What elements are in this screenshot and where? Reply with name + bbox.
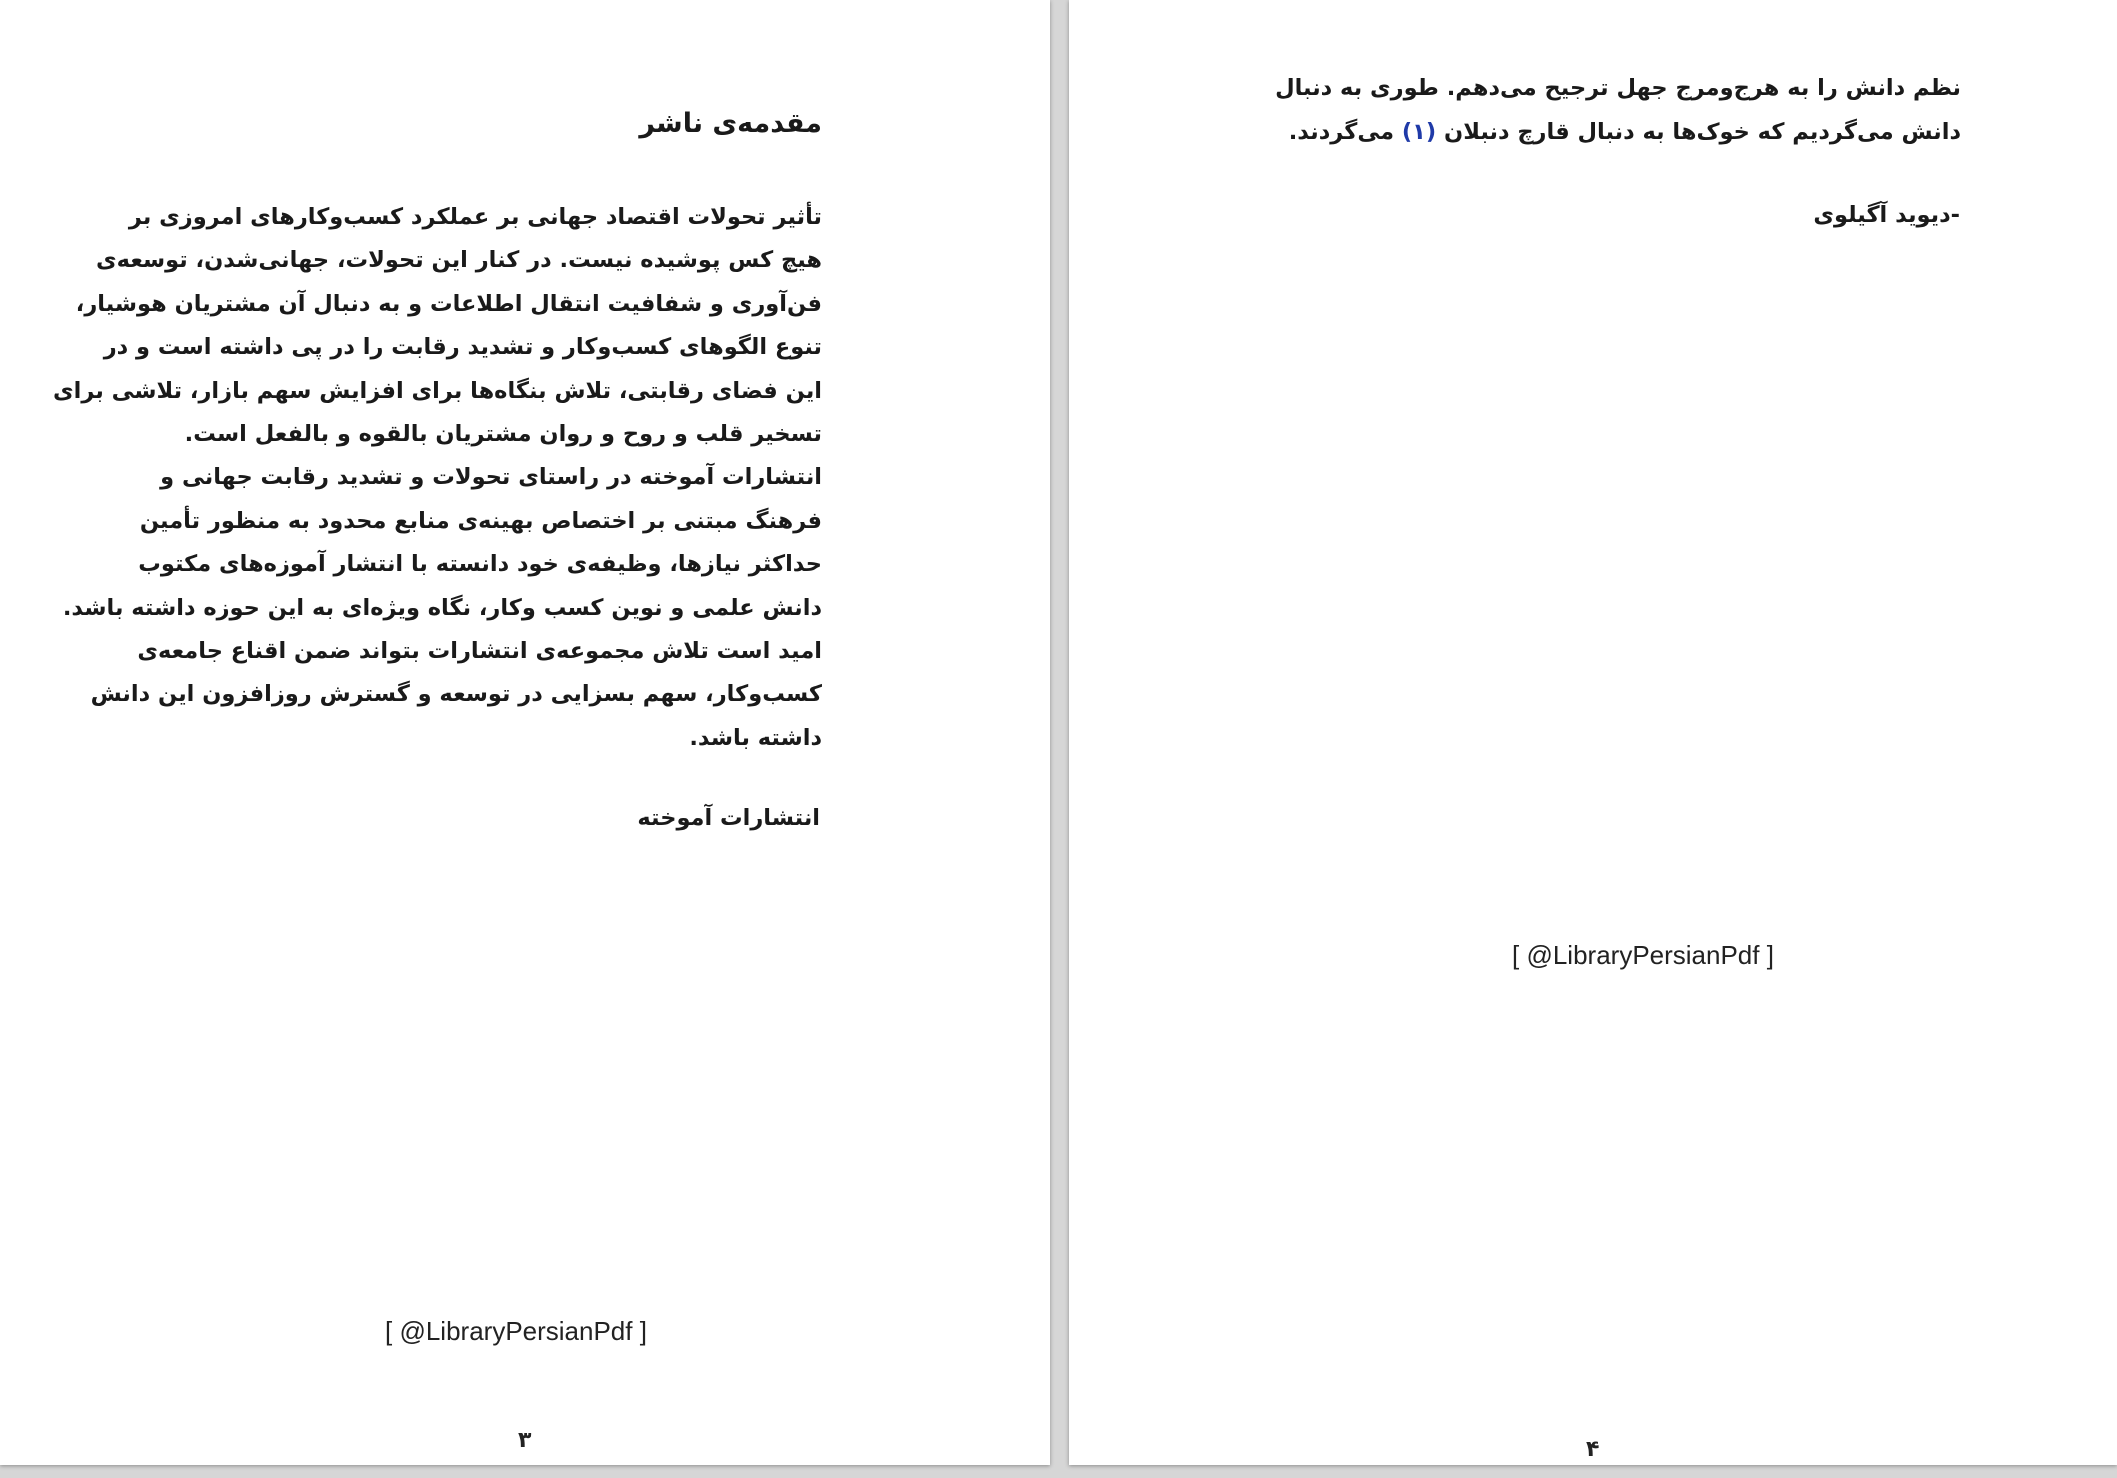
publisher-preface-body [53,196,822,760]
body-line: تسخیر قلب و روح و روان مشتریان بالقوه و بالفعل است. [184,421,822,448]
body-line: امید است تلاش مجموعه‌ی انتشارات بتواند ضمن اقناع جامعه‌ی [137,638,822,665]
body-line: هیچ کس پوشیده نیست. در کنار این تحولات، جهانی‌شدن، توسعه‌ی [96,247,822,274]
left-page [0,0,1050,1465]
quote-line [1288,110,1961,154]
body-line: تنوع الگوهای کسب‌وکار و تشدید رقابت را در پی داشته است و در [103,334,822,361]
right-page [1069,0,2117,1465]
quote-line: نظم دانش را به هرج‌ومرج جهل ترجیح می‌دهم. طوری به دنبال [1275,75,1961,101]
body-line: داشته باشد. [689,724,822,751]
quote-text-segment: می‌گردند. [1288,119,1402,145]
quote-author: -دیوید آگیلوی [1813,202,1960,228]
body-line: تأثیر تحولات اقتصاد جهانی بر عملکرد کسب‌وکارهای امروزی بر [128,204,822,230]
footnote-link[interactable]: (۱) [1401,119,1437,145]
body-line: فرهنگ مبتنی بر اختصاص بهینه‌ی منابع محدود به منظور تأمین [139,507,822,534]
epigraph-quote [1275,66,1961,154]
watermark: [ @LibraryPersianPdf ] [1512,940,1774,970]
watermark: [ @LibraryPersianPdf ] [385,1316,647,1346]
body-line: فن‌آوری و شفافیت انتقال اطلاعات و به دنبال آن مشتریان هوشیار، [75,290,822,317]
page-number: ۴ [1586,1437,1600,1462]
body-line: دانش علمی و نوین کسب وکار، نگاه ویژه‌ای به این حوزه داشته باشد. [62,594,822,621]
page-title: مقدمه‌ی ناشر [639,108,822,139]
body-line: انتشارات آموخته در راستای تحولات و تشدید رقابت جهانی و [160,464,822,491]
page-number: ۳ [518,1428,532,1453]
body-line: این فضای رقابتی، تلاش بنگاه‌ها برای افزایش سهم بازار، تلاشی برای [53,377,822,404]
publisher-signature: انتشارات آموخته [637,805,820,831]
quote-text-segment: دانش می‌گردیم که خوک‌ها به دنبال قارچ دنبلان [1436,119,1961,145]
body-line: حداکثر نیازها، وظیفه‌ی خود دانسته با انتشار آموزه‌های مکتوب [138,551,822,578]
body-line: کسب‌وکار، سهم بسزایی در توسعه و گسترش روزافزون این دانش [90,681,822,708]
